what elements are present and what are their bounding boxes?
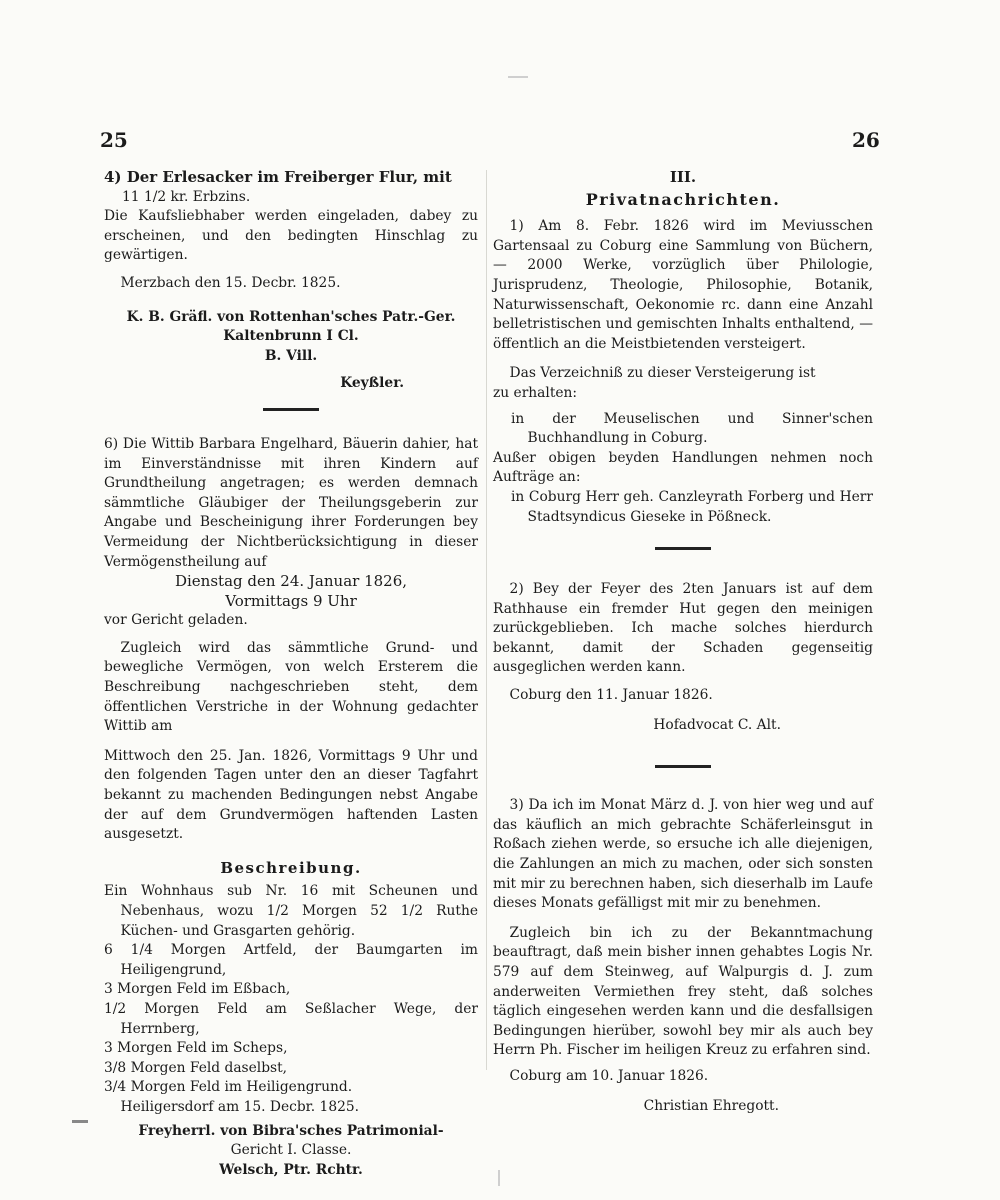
scan-mark-top xyxy=(508,76,528,78)
separator-rule xyxy=(655,765,711,768)
column-divider xyxy=(486,170,487,1070)
item6-para2: Zugleich wird das sämmtliche Grund- und bewegliche Vermögen, von welch Ersterem die Beschreibung nachgeschrieben steht, dem öffentlichen Verstriche in der Wohnung gedachter Wittib am xyxy=(104,639,478,735)
item1-body: 1) Am 8. Febr. 1826 wird im Meviusschen Gartensaal zu Coburg eine Sammlung von Büchern, — 2000 Werke, vorzüglich über Philologie, Jurisprudenz, Theologie, Philosophie, Botanik, Naturwissenschaft, Oekonomie rc. dann eine Anzahl belletristischen und gemischten Inhalts enthaltend, — öffentlich an die Meistbietenden versteigert. xyxy=(493,218,873,352)
item6-summons: vor Gericht geladen. xyxy=(104,612,248,629)
item6-date: Heiligersdorf am 15. Decbr. 1825. xyxy=(120,1098,360,1115)
item4-signature2: Keyßler. xyxy=(340,375,404,392)
item4-heading-line1: 4) Der Erlesacker im Freiberger Flur, mit xyxy=(104,168,452,186)
description-item: 1/2 Morgen Feld am Seßlacher Wege, der Herrnberg, xyxy=(104,1000,478,1037)
description-item: 3 Morgen Feld im Eßbach, xyxy=(104,981,291,998)
left-column xyxy=(104,168,478,1180)
separator-rule xyxy=(263,408,319,411)
description-heading: Beschreibung. xyxy=(220,858,362,877)
item2-signature: Hofadvocat C. Alt. xyxy=(653,716,781,733)
section-numeral: III. xyxy=(669,168,697,186)
description-item: 3 Morgen Feld im Scheps, xyxy=(104,1040,288,1057)
scan-mark-edge xyxy=(72,1120,88,1123)
item4-heading-line2: 11 1/2 kr. Erbzins. xyxy=(122,188,251,205)
description-item: Ein Wohnhaus sub Nr. 16 mit Scheunen und Nebenhaus, wozu 1/2 Morgen 52 1/2 Ruthe Küchen- und Grasgarten gehörig. xyxy=(104,883,478,939)
item1-catalog-line2: zu erhalten: xyxy=(493,384,578,401)
item6-intro: 6) Die Wittib Barbara Engelhard, Bäuerin dahier, hat im Einverständnisse mit ihren Kindern auf Grundtheilung angetragen; es werden demnach sämmtliche Gläubiger der Theilungsgeberin zur Angabe und Bescheinigung ihrer Forderungen bey Vermeidung der Nichtberücksichtigung in dieser Vermögenstheilung auf xyxy=(104,435,478,570)
item6-court-line2: Gericht I. Classe. xyxy=(230,1142,352,1159)
item1-agents: in Coburg Herr geh. Canzleyrath Forberg und Herr Stadtsyndicus Gieseke in Pößneck. xyxy=(511,488,873,525)
description-item: 3/4 Morgen Feld im Heiligengrund. xyxy=(104,1079,353,1096)
description-item: 6 1/4 Morgen Artfeld, der Baumgarten im Heiligengrund, xyxy=(104,942,478,978)
item4-date: Merzbach den 15. Decbr. 1825. xyxy=(120,274,341,291)
item4-signature1: B. Vill. xyxy=(264,347,318,364)
page-number-right: 26 xyxy=(852,128,880,152)
item3-body: 3) Da ich im Monat März d. J. von hier weg und auf das käuflich an mich gebrachte Schäferleinsgut in Roßach ziehen werde, so ersuche ich alle diejenigen, die Zahlungen an mich zu machen, oder sich sonsten mit mir zu berechnen haben, sich dieserhalb im Laufe dieses Monats gefälligst mit mir zu benehmen. xyxy=(493,797,873,912)
item6-date-line1: Dienstag den 24. Januar 1826, xyxy=(174,572,408,591)
item4-body: Die Kaufsliebhaber werden eingeladen, dabey zu erscheinen, und den bedingten Hinschlag zu gewärtigen. xyxy=(104,208,478,264)
item6-court-line1: Freyherrl. von Bibra'sches Patrimonial- xyxy=(138,1122,444,1139)
right-column xyxy=(493,168,873,1116)
item3-signature: Christian Ehregott. xyxy=(643,1097,779,1114)
item3-para2: Zugleich bin ich zu der Bekanntmachung beauftragt, daß mein bisher innen gehabtes Logis Nr. 579 auf dem Steinweg, auf Walpurgis d. J. zum anderweiten Vermiethen frey steht, daß solches täglich eingesehen werden kann und die desfallsigen Bedingungen hierüber, sowohl bey mir als auch bey Herrn Ph. Fischer im heiligen Kreuz zu erfahren sind. xyxy=(493,924,873,1059)
item4-court-line1: K. B. Gräfl. von Rottenhan'sches Patr.-Ger. xyxy=(126,308,456,325)
description-item: 3/8 Morgen Feld daselbst, xyxy=(104,1059,288,1076)
item6-signature: Welsch, Ptr. Rchtr. xyxy=(219,1161,363,1178)
item6-date-line2: Vormittags 9 Uhr xyxy=(225,591,357,610)
separator-rule xyxy=(655,547,711,550)
page-number-left: 25 xyxy=(100,128,128,152)
item6-para3: Mittwoch den 25. Jan. 1826, Vormittags 9 Uhr und den folgenden Tagen unter den an dieser Tagfahrt bekannt zu machenden Bedingungen nebst Angabe der auf dem Grundvermögen haftenden Lasten ausgesetzt. xyxy=(104,747,478,843)
scan-mark-bottom xyxy=(498,1170,500,1186)
item1-besides: Außer obigen beyden Handlungen nehmen noch Aufträge an: xyxy=(493,449,873,486)
item1-shop: in der Meuselischen und Sinner'schen Buchhandlung in Coburg. xyxy=(511,410,873,447)
item2-date: Coburg den 11. Januar 1826. xyxy=(509,687,713,704)
item2-body: 2) Bey der Feyer des 2ten Januars ist auf dem Rathhause ein fremder Hut gegen den meinigen zurückgeblieben. Ich mache solches hierdurch bekannt, damit der Schaden gegenseitig ausgeglichen werden kann. xyxy=(493,581,873,676)
section-title: Privatnachrichten. xyxy=(585,189,781,209)
item1-catalog-line1: Das Verzeichniß zu dieser Versteigerung ist xyxy=(509,365,816,382)
item4-court-line2: Kaltenbrunn I Cl. xyxy=(223,328,359,345)
item3-date: Coburg am 10. Januar 1826. xyxy=(509,1067,709,1084)
